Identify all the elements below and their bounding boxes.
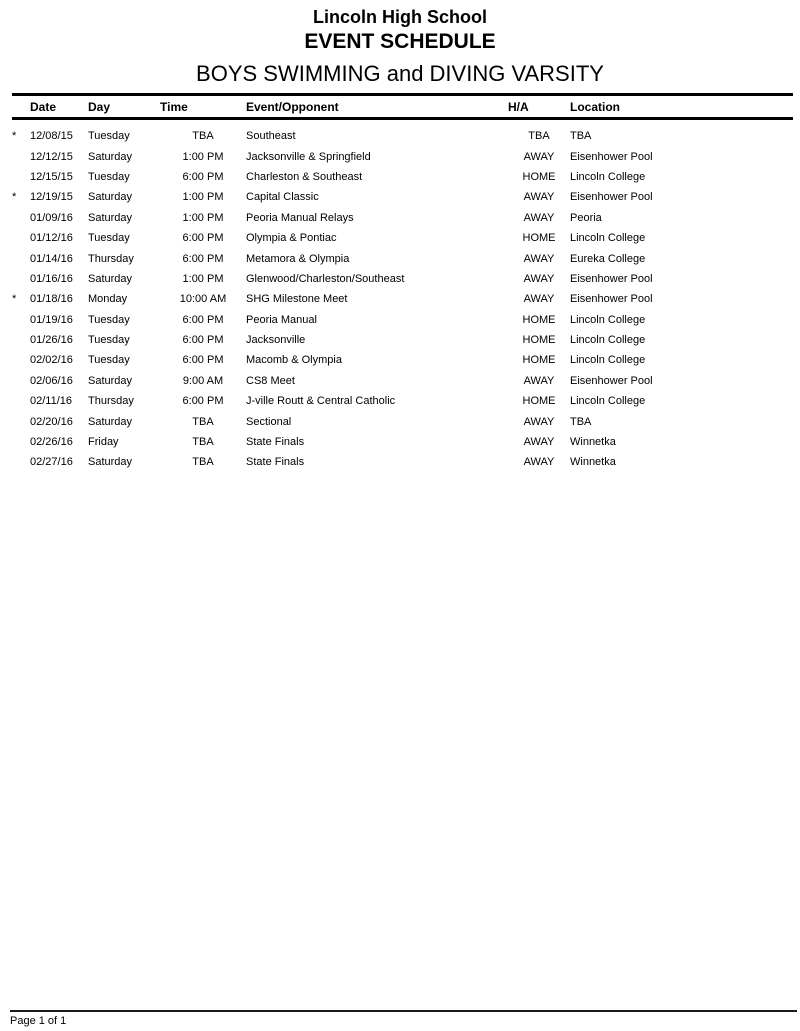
cell-date: 01/19/16 [30,313,73,326]
cell-date: 01/14/16 [30,252,73,265]
table-row [12,208,793,228]
cell-flag [12,452,30,472]
cell-flag [12,208,30,228]
cell-flag [12,411,30,431]
column-header-location: Location [570,95,793,119]
cell-time: TBA [192,436,214,449]
table-row [12,350,793,370]
table-row [12,248,793,268]
cell-ha: AWAY [523,436,555,449]
cell-event: Charleston & Southeast [246,170,363,183]
cell-event: J-ville Routt & Central Catholic [246,395,396,408]
cell-day: Tuesday [88,130,130,143]
cell-day: Saturday [88,150,133,163]
table-row [12,411,793,431]
page-number: Page 1 of 1 [10,1015,67,1027]
cell-date: 01/16/16 [30,272,73,285]
column-header-time: Time [160,95,246,119]
cell-ha: AWAY [523,252,555,265]
cell-day: Tuesday [88,313,130,326]
cell-event: State Finals [246,436,305,449]
cell-event: Macomb & Olympia [246,354,342,367]
cell-day: Saturday [88,211,133,224]
cell-event: SHG Milestone Meet [246,293,348,306]
cell-date: 02/06/16 [30,374,73,387]
cell-location: Lincoln College [570,334,646,347]
cell-time: 6:00 PM [182,252,224,265]
cell-day: Tuesday [88,232,130,245]
cell-flag [12,391,30,411]
cell-location: Peoria [570,211,602,224]
table-header-row [12,95,793,119]
cell-time: 1:00 PM [182,211,224,224]
table-row [12,187,793,207]
cell-flag: * [12,293,17,306]
cell-day: Saturday [88,415,133,428]
schedule-table [12,93,793,473]
cell-location: Eureka College [570,252,646,265]
footer-rule [10,1010,797,1012]
cell-ha: TBA [528,130,550,143]
cell-location: Eisenhower Pool [570,150,653,163]
cell-time: 1:00 PM [182,150,224,163]
cell-flag: * [12,130,17,143]
table-row [12,289,793,309]
cell-event: Peoria Manual Relays [246,211,354,224]
cell-day: Thursday [88,395,134,408]
cell-flag [12,310,30,330]
cell-flag: * [12,191,17,204]
cell-ha: HOME [522,313,556,326]
cell-date: 01/12/16 [30,232,73,245]
cell-location: Lincoln College [570,354,646,367]
cell-ha: HOME [522,232,556,245]
cell-event: Jacksonville & Springfield [246,150,371,163]
cell-time: 6:00 PM [182,313,224,326]
cell-day: Saturday [88,374,133,387]
table-row [12,228,793,248]
cell-event: Southeast [246,130,296,143]
cell-event: Glenwood/Charleston/Southeast [246,272,405,285]
cell-ha: HOME [522,354,556,367]
cell-flag [12,350,30,370]
cell-location: Lincoln College [570,313,646,326]
cell-location: Winnetka [570,456,616,469]
cell-date: 12/15/15 [30,170,73,183]
cell-location: Winnetka [570,436,616,449]
table-row [12,371,793,391]
cell-flag [12,248,30,268]
cell-time: 9:00 AM [182,374,224,387]
document-title: EVENT SCHEDULE [304,30,496,53]
table-row [12,146,793,166]
column-header-event-opponent: Event/Opponent [246,95,508,119]
column-header-date: Date [30,95,88,119]
cell-time: 10:00 AM [179,293,227,306]
cell-ha: AWAY [523,293,555,306]
cell-location: Eisenhower Pool [570,293,653,306]
cell-ha: AWAY [523,456,555,469]
cell-time: 6:00 PM [182,395,224,408]
cell-time: 6:00 PM [182,170,224,183]
cell-time: 6:00 PM [182,354,224,367]
column-header-day: Day [88,95,160,119]
cell-location: Lincoln College [570,232,646,245]
cell-day: Saturday [88,272,133,285]
table-row [12,330,793,350]
cell-time: 1:00 PM [182,272,224,285]
table-row [12,432,793,452]
cell-time: 1:00 PM [182,191,224,204]
cell-date: 02/20/16 [30,415,73,428]
cell-location: Lincoln College [570,170,646,183]
cell-time: 6:00 PM [182,334,224,347]
cell-flag [12,167,30,187]
cell-event: Metamora & Olympia [246,252,350,265]
column-header-home-away: H/A [508,95,570,119]
cell-event: Capital Classic [246,191,319,204]
table-row [12,310,793,330]
cell-event: Jacksonville [246,334,306,347]
cell-event: Olympia & Pontiac [246,232,337,245]
cell-event: Peoria Manual [246,313,317,326]
cell-day: Thursday [88,252,134,265]
table-row [12,167,793,187]
cell-day: Saturday [88,191,133,204]
cell-location: TBA [570,130,592,143]
cell-ha: HOME [522,334,556,347]
schedule-body [12,119,793,473]
cell-location: Eisenhower Pool [570,374,653,387]
cell-date: 02/26/16 [30,436,73,449]
cell-flag [12,432,30,452]
cell-ha: AWAY [523,415,555,428]
cell-flag [12,146,30,166]
cell-event: CS8 Meet [246,374,295,387]
team-subtitle: BOYS SWIMMING and DIVING VARSITY [196,61,604,86]
cell-location: TBA [570,415,592,428]
cell-date: 01/26/16 [30,334,73,347]
table-row [12,119,793,147]
cell-ha: HOME [522,395,556,408]
cell-day: Friday [88,436,119,449]
cell-flag [12,371,30,391]
cell-ha: AWAY [523,150,555,163]
cell-flag [12,330,30,350]
cell-date: 02/02/16 [30,354,73,367]
cell-time: TBA [192,456,214,469]
cell-ha: AWAY [523,191,555,204]
cell-time: 6:00 PM [182,232,224,245]
column-header-flag [12,95,30,119]
school-name: Lincoln High School [313,7,487,27]
cell-ha: HOME [522,170,556,183]
cell-date: 01/18/16 [30,293,73,306]
cell-date: 02/27/16 [30,456,73,469]
cell-flag [12,228,30,248]
cell-location: Lincoln College [570,395,646,408]
cell-flag [12,269,30,289]
cell-date: 01/09/16 [30,211,73,224]
table-row [12,269,793,289]
cell-location: Eisenhower Pool [570,191,653,204]
cell-date: 12/12/15 [30,150,73,163]
cell-ha: AWAY [523,374,555,387]
document-header [0,0,800,87]
cell-ha: AWAY [523,211,555,224]
table-row [12,391,793,411]
cell-day: Saturday [88,456,133,469]
cell-date: 12/19/15 [30,191,73,204]
table-row [12,452,793,472]
cell-ha: AWAY [523,272,555,285]
cell-event: Sectional [246,415,292,428]
cell-event: State Finals [246,456,305,469]
cell-time: TBA [192,415,214,428]
cell-day: Monday [88,293,128,306]
cell-location: Eisenhower Pool [570,272,653,285]
cell-time: TBA [192,130,214,143]
cell-day: Tuesday [88,354,130,367]
cell-date: 02/11/16 [30,395,73,408]
cell-date: 12/08/15 [30,130,73,143]
cell-day: Tuesday [88,170,130,183]
cell-day: Tuesday [88,334,130,347]
